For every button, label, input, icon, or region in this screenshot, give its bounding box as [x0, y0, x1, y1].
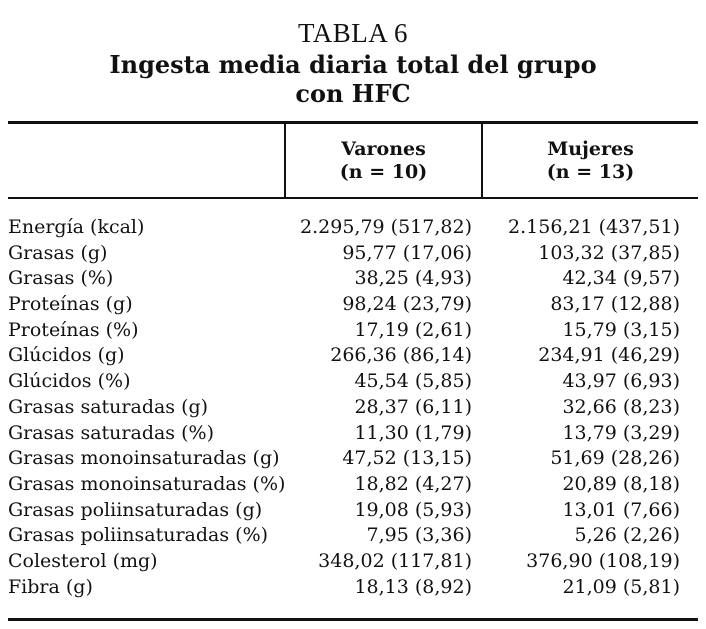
table-row: [0, 549, 706, 575]
cell-varones: 98,24 (23,79): [342, 293, 472, 316]
cell-varones: 18,13 (8,92): [354, 575, 472, 598]
table-row: [0, 369, 706, 395]
table-row: [0, 395, 706, 421]
row-label: Fibra (g): [8, 575, 93, 598]
column-header-mujeres-name: Mujeres: [547, 138, 634, 160]
table-row: [0, 343, 706, 369]
table-row: [0, 523, 706, 549]
cell-mujeres: 43,97 (6,93): [562, 370, 680, 393]
table-row: [0, 446, 706, 472]
row-label: Glúcidos (%): [8, 370, 131, 393]
column-header-varones: [286, 138, 481, 184]
row-label: Grasas poliinsaturadas (g): [8, 498, 263, 521]
row-label: Colesterol (mg): [8, 549, 158, 572]
cell-varones: 17,19 (2,61): [354, 318, 472, 341]
cell-varones: 28,37 (6,11): [354, 395, 472, 418]
column-header-varones-name: Varones: [341, 138, 426, 160]
table-title: [0, 50, 706, 108]
table-row: [0, 472, 706, 498]
cell-varones: 7,95 (3,36): [366, 524, 472, 547]
row-label: Grasas monoinsaturadas (g): [8, 447, 280, 470]
cell-varones: 18,82 (4,27): [354, 472, 472, 495]
row-label: Grasas saturadas (g): [8, 395, 209, 418]
cell-mujeres: 13,79 (3,29): [562, 421, 680, 444]
cell-varones: 95,77 (17,06): [342, 241, 472, 264]
column-header-mujeres: [483, 138, 698, 184]
bottom-rule: [8, 618, 698, 621]
cell-varones: 45,54 (5,85): [354, 370, 472, 393]
table-body: [0, 215, 706, 600]
cell-varones: 11,30 (1,79): [354, 421, 472, 444]
cell-mujeres: 21,09 (5,81): [562, 575, 680, 598]
row-label: Grasas (%): [8, 267, 114, 290]
cell-mujeres: 42,34 (9,57): [562, 267, 680, 290]
table-row: [0, 292, 706, 318]
cell-mujeres: 83,17 (12,88): [550, 293, 680, 316]
cell-varones: 19,08 (5,93): [354, 498, 472, 521]
row-label: Glúcidos (g): [8, 344, 125, 367]
cell-varones: 348,02 (117,81): [318, 549, 472, 572]
row-label: Grasas monoinsaturadas (%): [8, 472, 286, 495]
cell-mujeres: 5,26 (2,26): [574, 524, 680, 547]
cell-varones: 2.295,79 (517,82): [300, 216, 472, 238]
column-header-varones-n: (n = 10): [339, 161, 428, 183]
cell-mujeres: 234,91 (46,29): [538, 344, 680, 367]
cell-mujeres: 32,66 (8,23): [562, 395, 680, 418]
table-row: [0, 241, 706, 267]
table-row: [0, 421, 706, 447]
table-row: [0, 575, 706, 601]
table-row: [0, 498, 706, 524]
row-label: Grasas saturadas (%): [8, 421, 214, 444]
row-label: Grasas (g): [8, 241, 108, 264]
cell-varones: 266,36 (86,14): [330, 344, 472, 367]
table-title-line-2: con HFC: [295, 79, 411, 108]
cell-varones: 38,25 (4,93): [354, 267, 472, 290]
table-row: [0, 266, 706, 292]
table-row: [0, 318, 706, 344]
cell-mujeres: 15,79 (3,15): [562, 318, 680, 341]
row-label: Energía (kcal): [8, 216, 145, 238]
row-label: Grasas poliinsaturadas (%): [8, 524, 269, 547]
cell-mujeres: 13,01 (7,66): [562, 498, 680, 521]
cell-mujeres: 51,69 (28,26): [550, 447, 680, 470]
cell-mujeres: 2.156,21 (437,51): [508, 216, 680, 238]
cell-mujeres: 20,89 (8,18): [562, 472, 680, 495]
table-title-line-1: Ingesta media diaria total del grupo: [109, 50, 597, 79]
top-rule: [8, 121, 698, 124]
table-row: [0, 215, 706, 241]
cell-mujeres: 376,90 (108,19): [526, 549, 680, 572]
table-label: TABLA 6: [297, 18, 409, 48]
row-label: Proteínas (g): [8, 293, 133, 316]
cell-mujeres: 103,32 (37,85): [538, 241, 680, 264]
header-rule: [8, 197, 698, 199]
cell-varones: 47,52 (13,15): [342, 447, 472, 470]
column-header-mujeres-n: (n = 13): [546, 161, 635, 183]
row-label: Proteínas (%): [8, 318, 139, 341]
